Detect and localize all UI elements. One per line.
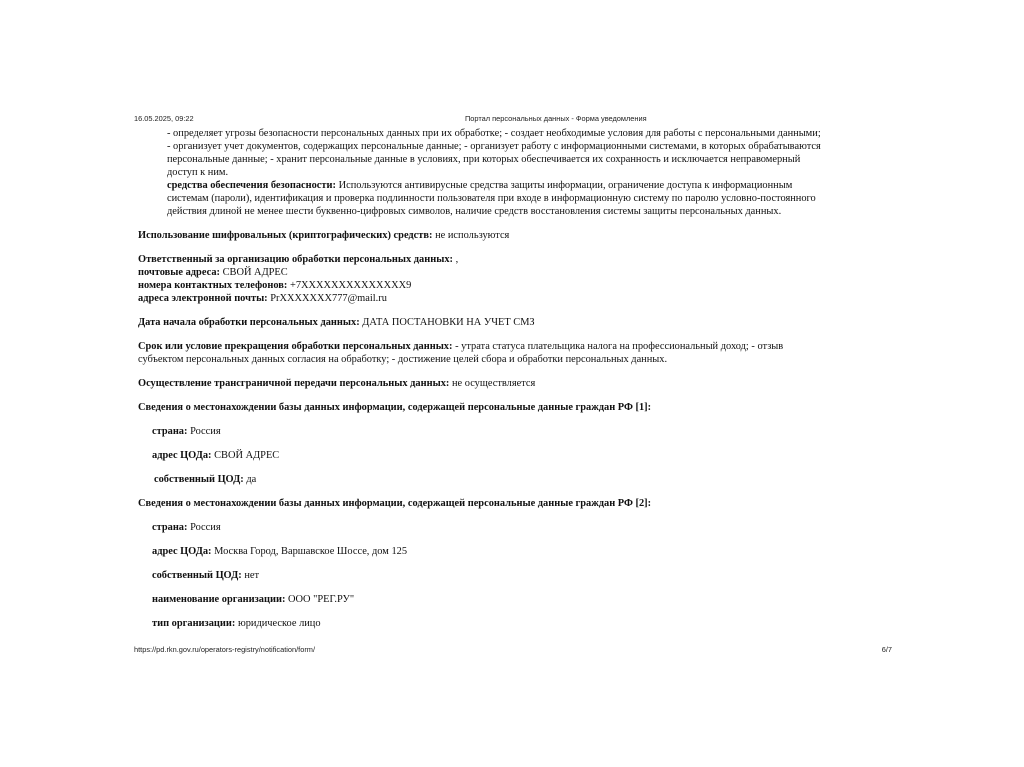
email-value: PrXXXXXXX777@mail.ru xyxy=(270,293,387,304)
postal-label: почтовые адреса: xyxy=(138,267,220,278)
db1-title xyxy=(138,401,898,414)
security-means-line: системам (пароли), идентификация и проверка подлинности пользователя при входе в информационную систему по паролю условно-постоянного xyxy=(167,193,816,204)
security-means-label: средства обеспечения безопасности: xyxy=(167,180,336,191)
db1-title-text: Сведения о местонахождении базы данных информации, содержащей персональные данные граждан РФ [1]: xyxy=(138,402,652,413)
db1-country-label: страна: xyxy=(152,426,188,437)
postal-field xyxy=(138,266,898,279)
print-header xyxy=(134,114,892,126)
crypto-label: Использование шифровальных (криптографических) средств: xyxy=(138,230,433,241)
db1-dc-value: СВОЙ АДРЕС xyxy=(214,450,280,461)
print-url: https://pd.rkn.gov.ru/operators-registry/notification/form/ xyxy=(134,645,316,654)
measures-line: - определяет угрозы безопасности персональных данных при их обработке; - создает необходимые условия для работы с персональными данными; xyxy=(167,128,821,139)
crossborder-value: не осуществляется xyxy=(451,378,536,389)
db1-dc-field xyxy=(138,449,898,462)
crossborder-field xyxy=(138,377,898,390)
start-date-label: Дата начала обработки персональных данных: xyxy=(138,317,360,328)
db2-org-value: ООО "РЕГ.РУ" xyxy=(288,594,355,605)
email-field xyxy=(138,292,898,305)
termination-line: субъектом персональных данных согласия на обработку; - достижение целей сбора и обработки персональных данных. xyxy=(138,354,668,365)
db2-country-label: страна: xyxy=(152,522,188,533)
print-datetime: 16.05.2025, 09:22 xyxy=(134,114,194,123)
db2-title xyxy=(138,497,898,510)
measures-line: - организует учет документов, содержащих персональные данные; - организует работу с информационными системами, в которых обрабатываются xyxy=(167,141,821,152)
db2-own-value: нет xyxy=(244,570,260,581)
db2-dc-value: Москва Город, Варшавское Шоссе, дом 125 xyxy=(214,546,408,557)
db1-own-field xyxy=(138,473,898,486)
security-means-value: Используются антивирусные средства защиты информации, ограничение доступа к информационным xyxy=(338,180,793,191)
crossborder-label: Осуществление трансграничной передачи персональных данных: xyxy=(138,378,450,389)
db1-own-value: да xyxy=(246,474,257,485)
db2-own-label: собственный ЦОД: xyxy=(152,570,242,581)
crypto-field xyxy=(138,229,898,242)
postal-value: СВОЙ АДРЕС xyxy=(222,267,288,278)
measures-line: доступ к ним. xyxy=(167,167,229,178)
termination-field xyxy=(138,340,898,353)
email-label: адреса электронной почты: xyxy=(138,293,268,304)
security-means-line: действия длиной не менее шести буквенно-цифровых символов, наличие средств восстановления системы защиты персональных данных. xyxy=(167,206,782,217)
crypto-value: не используются xyxy=(435,230,510,241)
responsible-value: , xyxy=(455,254,459,265)
db2-title-text: Сведения о местонахождении базы данных информации, содержащей персональные данные граждан РФ [2]: xyxy=(138,498,652,509)
phone-field xyxy=(138,279,898,292)
db2-country-value: Россия xyxy=(190,522,221,533)
db2-dc-field xyxy=(138,545,898,558)
db2-orgtype-field xyxy=(138,617,898,630)
termination-label: Срок или условие прекращения обработки персональных данных: xyxy=(138,341,453,352)
db2-country-field xyxy=(138,521,898,534)
db2-org-label: наименование организации: xyxy=(152,594,286,605)
db2-org-field xyxy=(138,593,898,606)
document-content xyxy=(138,127,898,630)
db1-own-label: собственный ЦОД: xyxy=(154,474,244,485)
print-footer xyxy=(134,645,892,657)
phone-value: +7XXXXXXXXXXXXXX9 xyxy=(289,280,412,291)
responsible-label: Ответственный за организацию обработки персональных данных: xyxy=(138,254,453,265)
db1-dc-label: адрес ЦОДа: xyxy=(152,450,212,461)
page-number: 6/7 xyxy=(881,645,892,654)
phone-label: номера контактных телефонов: xyxy=(138,280,288,291)
security-means-line xyxy=(167,179,898,192)
db1-country-value: Россия xyxy=(190,426,221,437)
db2-own-field xyxy=(138,569,898,582)
start-date-field xyxy=(138,316,898,329)
db2-orgtype-value: юридическое лицо xyxy=(237,618,321,629)
termination-value: - утрата статуса плательщика налога на профессиональный доход; - отзыв xyxy=(455,341,784,352)
print-title: Портал персональных данных - Форма уведомления xyxy=(465,114,647,123)
measures-line: персональные данные; - хранит персональные данные в условиях, при которых обеспечивается их сохранность и исключается неправомерный xyxy=(167,154,801,165)
db1-country-field xyxy=(138,425,898,438)
db2-orgtype-label: тип организации: xyxy=(152,618,236,629)
responsible-field xyxy=(138,253,898,266)
db2-dc-label: адрес ЦОДа: xyxy=(152,546,212,557)
measures-block xyxy=(138,127,898,218)
start-date-value: ДАТА ПОСТАНОВКИ НА УЧЕТ СМЗ xyxy=(362,317,535,328)
